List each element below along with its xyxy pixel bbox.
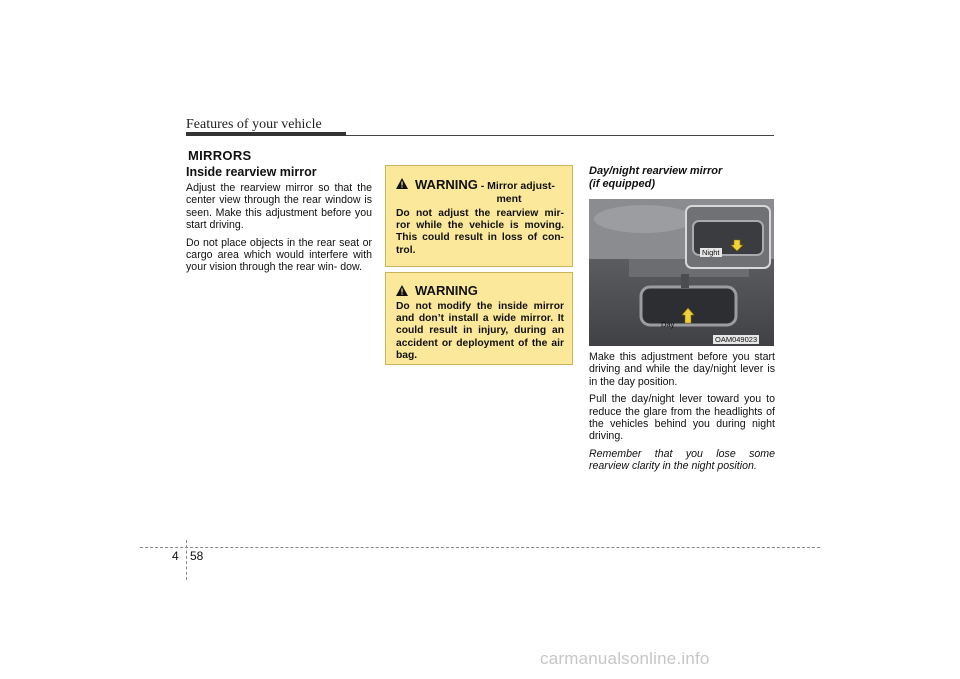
inside-mirror-paragraph-2: Do not place objects in the rear seat or cargo area which would interfere with your vision through the rear win- dow.	[186, 236, 372, 274]
watermark: carmanualsonline.info	[540, 649, 710, 668]
warning-subtitle: - Mirror adjust-	[477, 180, 555, 192]
warning-label: WARNING	[415, 283, 478, 298]
inside-mirror-column	[186, 165, 372, 279]
section-title: MIRRORS	[188, 148, 252, 163]
mirror-illustration	[589, 199, 774, 346]
warning-body: Do not modify the inside mirror and don’t install a wide mirror. It could result in injury, during an accident or deployment of the air bag.	[396, 301, 564, 361]
day-night-paragraph-1: Make this adjustment before you start driving and while the day/night lever is in the day position.	[589, 351, 775, 388]
inside-mirror-heading: Inside rearview mirror	[186, 165, 317, 179]
day-night-heading-block	[589, 165, 775, 190]
chapter-number: 4	[172, 549, 179, 563]
figure-code: OAM049023	[715, 335, 758, 344]
warning-triangle-icon	[396, 285, 408, 296]
page-number: 58	[190, 549, 204, 563]
warning-box-mirror-modification	[385, 272, 573, 365]
warning-box-mirror-adjustment	[385, 165, 573, 267]
day-night-heading-qualifier: (if equipped)	[589, 177, 655, 190]
day-night-paragraph-2: Pull the day/night lever toward you to reduce the glare from the headlights of the vehicles behind you during night driving.	[589, 393, 775, 443]
footer-divider	[186, 540, 187, 580]
figure-label-day: Day	[661, 320, 675, 329]
header-rule-accent	[186, 132, 346, 136]
day-night-body	[589, 351, 775, 478]
figure-label-night: Night	[702, 248, 720, 257]
footer-rule	[140, 547, 820, 548]
warning-body: Do not adjust the rearview mir- ror while the vehicle is moving. This could result in loss of con- trol.	[396, 208, 564, 256]
day-night-heading: Day/night rearview mirror	[589, 165, 723, 177]
warning-label: WARNING	[415, 177, 478, 192]
day-night-paragraph-3: Remember that you lose some rearview clarity in the night position.	[589, 447, 775, 473]
warning-subtitle-continued: ment	[496, 193, 522, 205]
day-night-mirror-figure	[589, 199, 774, 346]
inside-mirror-paragraph-1: Adjust the rearview mirror so that the center view through the rear window is seen. Make this adjustment before you start driving.	[186, 182, 372, 232]
warning-triangle-icon	[396, 178, 408, 189]
page-header-title: Features of your vehicle	[186, 117, 322, 132]
